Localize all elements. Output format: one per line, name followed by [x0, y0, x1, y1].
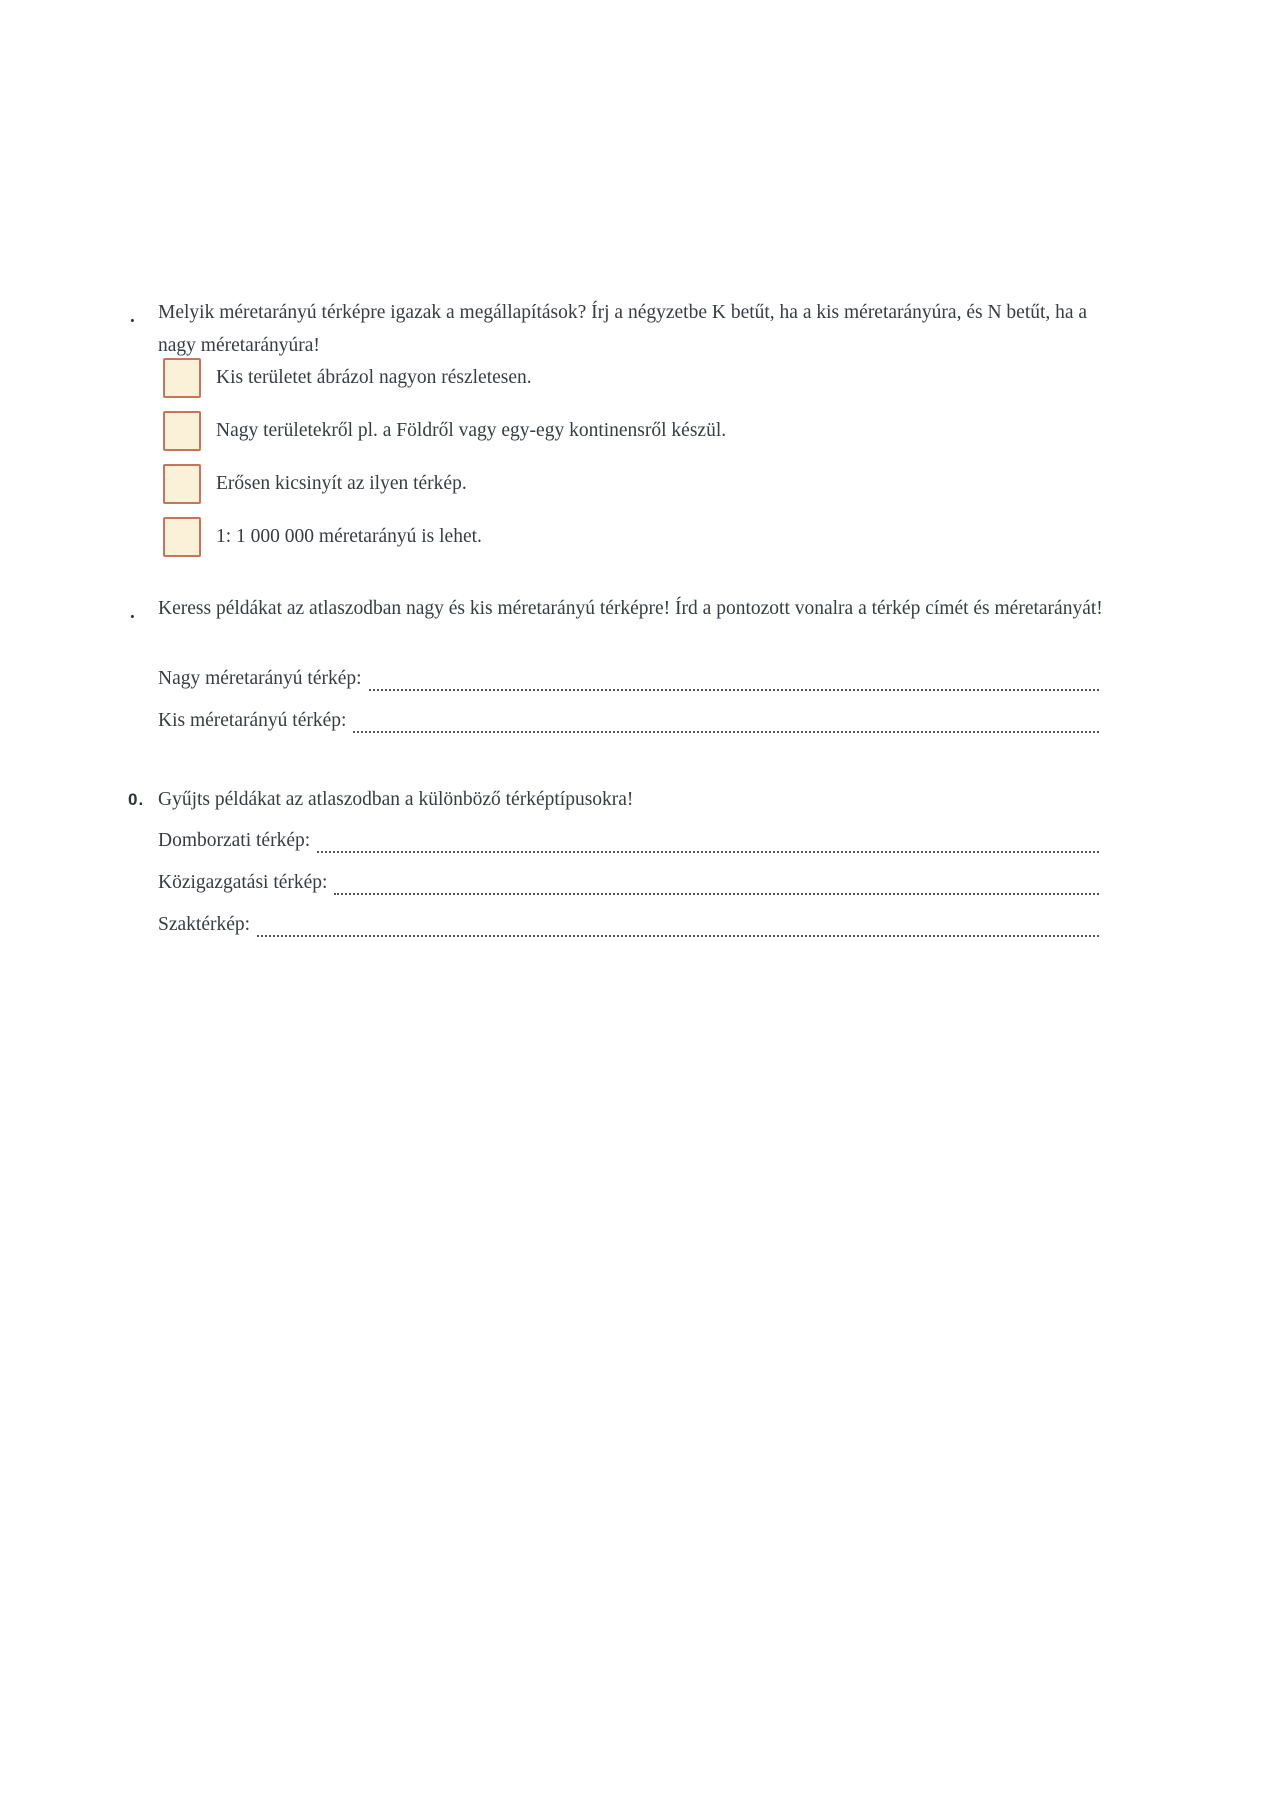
- answer-line: [158, 668, 1099, 694]
- question-2-marker: .: [130, 602, 135, 623]
- answer-line-label: Szaktérkép:: [158, 914, 251, 935]
- question-1-marker: .: [130, 306, 135, 327]
- answer-checkbox-1[interactable]: [163, 358, 201, 398]
- checkbox-label: Erősen kicsinyít az ilyen térkép.: [216, 473, 467, 494]
- answer-line-label: Közigazgatási térkép:: [158, 872, 328, 893]
- checkbox-label: Kis területet ábrázol nagyon részletesen.: [216, 367, 532, 388]
- checkbox-row: [163, 464, 467, 504]
- answer-dotted-line[interactable]: [369, 689, 1099, 691]
- answer-checkbox-4[interactable]: [163, 517, 201, 557]
- answer-line-label: Kis méretarányú térkép:: [158, 710, 347, 731]
- answer-line: [158, 914, 1099, 940]
- answer-line: [158, 710, 1099, 736]
- question-3-prompt: Gyűjts példákat az atlaszodban a különböző térképtípusokra!: [158, 789, 634, 810]
- question-3-marker: 0.: [128, 790, 145, 809]
- checkbox-row: [163, 358, 532, 398]
- question-1-prompt: Melyik méretarányú térképre igazak a megállapítások? Írj a négyzetbe K betűt, ha a kis méretarányúra, és N betűt, ha a nagy méretarányúra!: [158, 302, 1088, 356]
- answer-checkbox-2[interactable]: [163, 411, 201, 451]
- answer-line: [158, 830, 1099, 856]
- question-2-prompt: Keress példákat az atlaszodban nagy és kis méretarányú térképre! Írd a pontozott vonalra a térkép címét és méretarányát!: [158, 598, 1103, 619]
- answer-line: [158, 872, 1099, 898]
- answer-dotted-line[interactable]: [353, 731, 1099, 733]
- answer-checkbox-3[interactable]: [163, 464, 201, 504]
- checkbox-label: 1: 1 000 000 méretarányú is lehet.: [216, 526, 482, 547]
- answer-line-label: Domborzati térkép:: [158, 830, 311, 851]
- checkbox-row: [163, 411, 726, 451]
- answer-dotted-line[interactable]: [334, 893, 1099, 895]
- answer-dotted-line[interactable]: [257, 935, 1099, 937]
- answer-dotted-line[interactable]: [317, 851, 1099, 853]
- answer-line-label: Nagy méretarányú térkép:: [158, 668, 362, 689]
- checkbox-label: Nagy területekről pl. a Földről vagy egy-egy kontinensről készül.: [216, 420, 727, 441]
- checkbox-row: [163, 517, 482, 557]
